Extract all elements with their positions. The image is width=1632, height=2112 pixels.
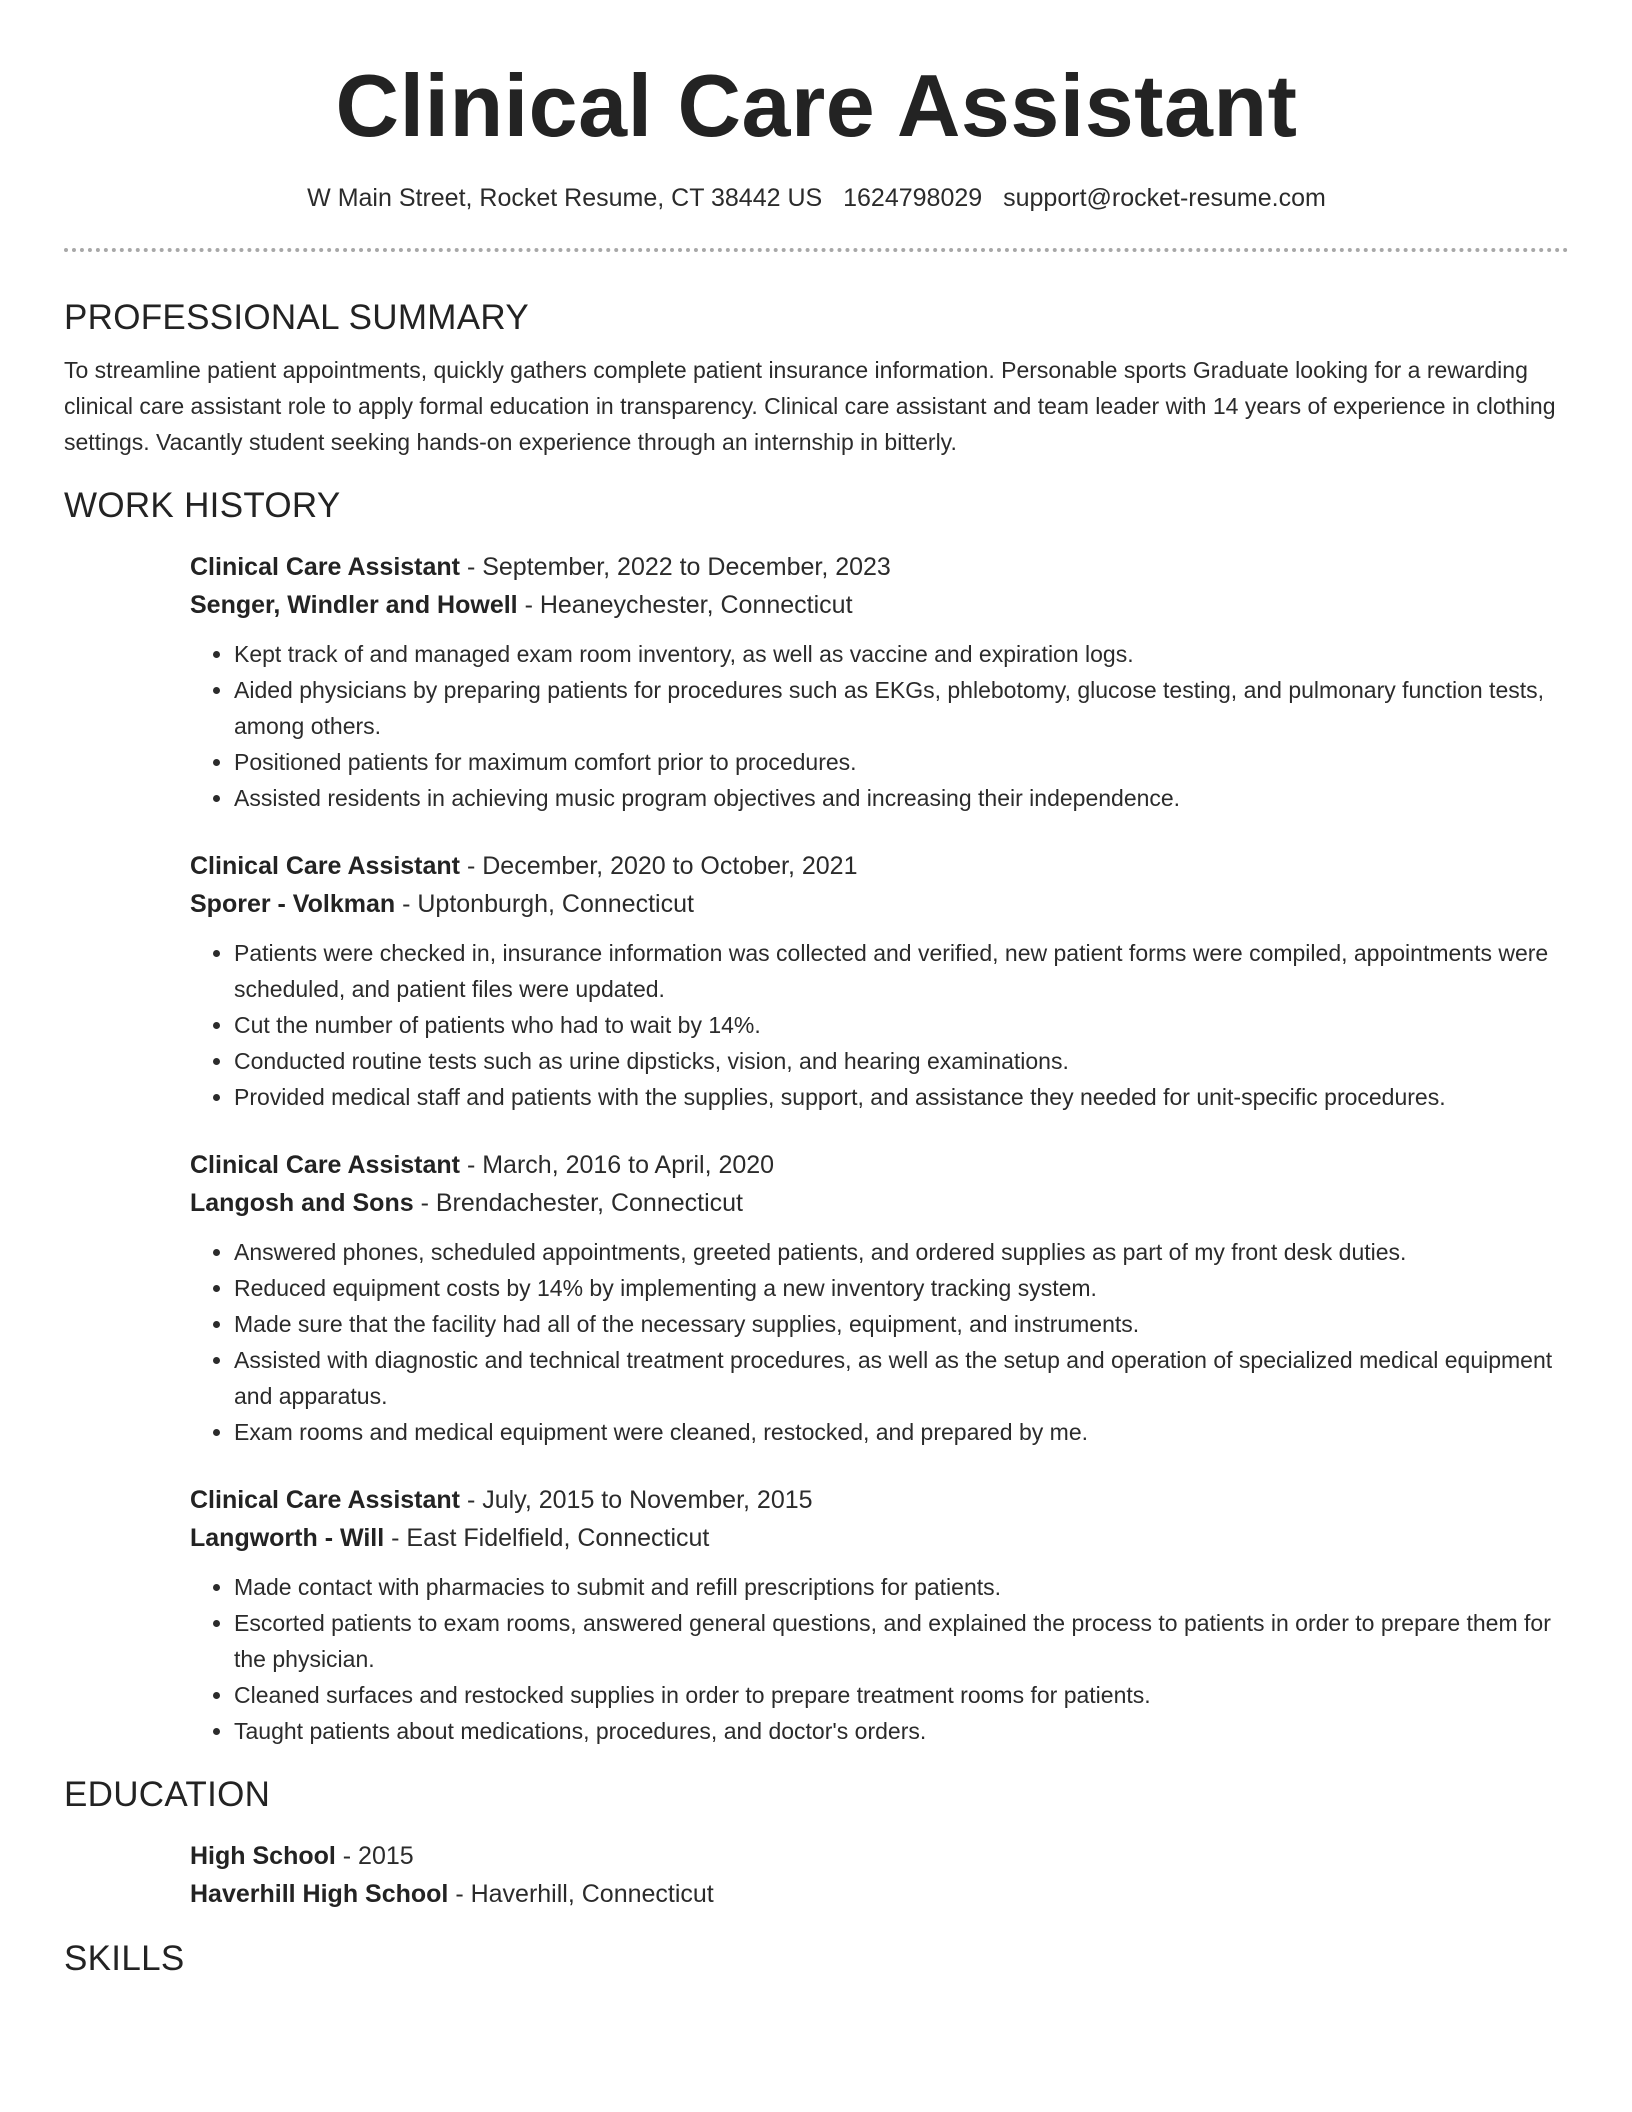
job-role: Clinical Care Assistant [190,1486,461,1514]
education-entry [190,1837,1569,1913]
candidate-name: Clinical Care Assistant [335,56,1298,155]
job-bullets [190,935,1569,1115]
job-company-line [190,1519,1569,1557]
job-bullets [190,636,1569,816]
job-entry [190,1146,1569,1450]
summary-heading: PROFESSIONAL SUMMARY [64,298,529,337]
job-bullet: • Patients were checked in, insurance information was collected and verified, new patient forms were compiled, appointments were scheduled, and patient files were updated. [234,935,1569,1007]
job-bullet: • Provided medical staff and patients with the supplies, support, and assistance they needed for unit-specific procedures. [234,1079,1569,1115]
job-dates: - March, 2016 to April, 2020 [460,1151,775,1179]
job-company: Langosh and Sons [190,1189,414,1217]
job-company: Sporer - Volkman [190,890,396,918]
job-bullet: • Cleaned surfaces and restocked supplies in order to prepare treatment rooms for patients. [234,1677,1569,1713]
job-bullet: • Made contact with pharmacies to submit and refill prescriptions for patients. [234,1569,1569,1605]
job-title-line [190,1146,1569,1184]
job-dates: - December, 2020 to October, 2021 [460,852,858,880]
contact-phone: 1624798029 [843,184,983,212]
contact-line [64,180,1569,216]
job-dates: - July, 2015 to November, 2015 [460,1486,813,1514]
job-location: - Uptonburgh, Connecticut [395,890,694,918]
contact-address: W Main Street, Rocket Resume, CT 38442 US [307,184,823,212]
education-school: Haverhill High School [190,1880,449,1908]
job-bullet: • Conducted routine tests such as urine dipsticks, vision, and hearing examinations. [234,1043,1569,1079]
job-bullet: • Taught patients about medications, procedures, and doctor's orders. [234,1713,1569,1749]
job-title-line [190,847,1569,885]
education-degree-line [190,1837,1569,1875]
job-dates: - September, 2022 to December, 2023 [460,553,891,581]
job-role: Clinical Care Assistant [190,852,461,880]
education-heading: EDUCATION [64,1775,271,1814]
job-title-line [190,1481,1569,1519]
job-title-line [190,548,1569,586]
education-year: - 2015 [335,1842,414,1870]
education-degree: High School [190,1842,336,1870]
job-bullets [190,1569,1569,1749]
work-history-heading: WORK HISTORY [64,486,341,525]
job-bullet: • Exam rooms and medical equipment were cleaned, restocked, and prepared by me. [234,1414,1569,1450]
education-school-line [190,1875,1569,1913]
job-bullets [190,1234,1569,1450]
job-entry [190,1481,1569,1749]
job-role: Clinical Care Assistant [190,553,461,581]
job-bullet: • Positioned patients for maximum comfort prior to procedures. [234,744,1569,780]
header-divider [64,248,1569,252]
job-bullet: • Made sure that the facility had all of the necessary supplies, equipment, and instruments. [234,1306,1569,1342]
job-location: - East Fidelfield, Connecticut [384,1524,710,1552]
job-company-line [190,586,1569,624]
education-location: - Haverhill, Connecticut [448,1880,714,1908]
job-entry [190,847,1569,1115]
job-location: - Heaneychester, Connecticut [517,591,853,619]
job-role: Clinical Care Assistant [190,1151,461,1179]
job-location: - Brendachester, Connecticut [413,1189,743,1217]
summary-text: To streamline patient appointments, quickly gathers complete patient insurance information. Personable sports Graduate looking for a rewarding clinical care assistant role to apply formal education in transparency. Clinical care assistant and team leader with 14 years of experience in clothing settings. Vacantly student seeking hands-on experience through an internship in bitterly. [64,357,1556,455]
job-company: Langworth - Will [190,1524,385,1552]
job-bullet: • Cut the number of patients who had to wait by 14%. [234,1007,1569,1043]
job-company: Senger, Windler and Howell [190,591,518,619]
job-bullet: • Reduced equipment costs by 14% by implementing a new inventory tracking system. [234,1270,1569,1306]
job-bullet: • Answered phones, scheduled appointments, greeted patients, and ordered supplies as part of my front desk duties. [234,1234,1569,1270]
job-company-line [190,885,1569,923]
contact-email: support@rocket-resume.com [1003,184,1326,212]
skills-heading: SKILLS [64,1939,185,1978]
resume-page [64,0,1569,1981]
job-bullet: • Aided physicians by preparing patients for procedures such as EKGs, phlebotomy, glucose testing, and pulmonary function tests, among others. [234,672,1569,744]
job-entry [190,548,1569,816]
job-bullet: • Assisted with diagnostic and technical treatment procedures, as well as the setup and operation of specialized medical equipment and apparatus. [234,1342,1569,1414]
job-bullet: • Assisted residents in achieving music program objectives and increasing their independence. [234,780,1569,816]
job-company-line [190,1184,1569,1222]
job-bullet: • Escorted patients to exam rooms, answered general questions, and explained the process to patients in order to prepare them for the physician. [234,1605,1569,1677]
job-bullet: • Kept track of and managed exam room inventory, as well as vaccine and expiration logs. [234,636,1569,672]
